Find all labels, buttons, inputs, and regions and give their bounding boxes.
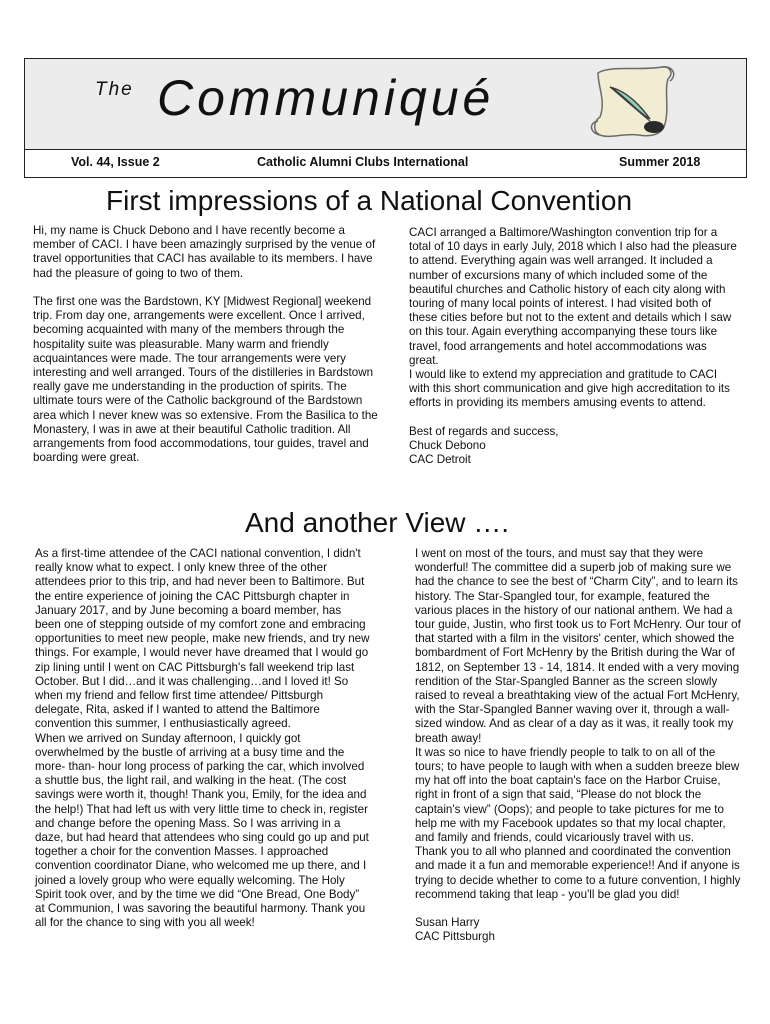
volume-issue: Vol. 44, Issue 2 (71, 155, 160, 169)
issue-season: Summer 2018 (619, 155, 701, 169)
masthead-the: The (95, 79, 134, 100)
scroll-quill-logo-icon (580, 61, 680, 147)
article2-column-right: I went on most of the tours, and must say that they were wonderful! The committee did a superb job of making sure we had the chance to see the best of “Charm City”, and to learn its history. The Star-Spangled tour, for example, featured the various places in the history of our national anthem. We had a tour guide, Justin, who first took us to Fort McHenry. Our tour of that started with a film in the visitors' center, which showed the bombardment of Fort McHenry by the British during the War of 1812, on September 13 - 14, 1814. It ended with a very moving rendition of the Star-Spangled Banner as the screen slowly raised to reveal a breathtaking view of the actual Fort McHenry, with the Star-Spangled Banner waving over it, through a wall-sized window. And as clear of a day as it was, it really took my breath away! It was so nice to have friendly people to talk to on all of the tours; to have people to laugh with when a sudden breeze blew my hat off into the boat captain's face on the Harbor Cruise, right in front of a sign that said, “Please do not block the captain's view” (Oops); and people to take pictures for me to help me with my Facebook updates so that my local chapter, and family and friends, could vicariously travel with us. Thank you to all who planned and coordinated the convention and made it a fun and memorable experience!! And if anyone is trying to decide whether to come to a future convention, I highly recommend taking that leap - you'll be glad you did! Susan Harry CAC Pittsburgh (415, 547, 741, 944)
organization-name: Catholic Alumni Clubs International (257, 155, 469, 169)
article2-headline: And another View …. (245, 507, 510, 538)
article1-column-left: Hi, my name is Chuck Debono and I have recently become a member of CACI. I have been amazingly surprised by the venue of travel opportunities that CACI has available to its members. I have had the pleasure of going to two of them. The first one was the Bardstown, KY [Midwest Regional] weekend trip. From day one, arrangements were excellent. Once I arrived, becoming acquainted with many of the members through the hospitality suite was pleasurable. Many warm and friendly acquaintances were made. The tour arrangements were very interesting and well arranged. Tours of the distilleries in Bardstown really gave me understanding in the production of spirits. The ultimate tours were of the Catholic background of the Bardstown area which I never knew was so extensive. From the Basilica to the Monastery, I was in awe at their beautiful Catholic tradition. All arrangements from food accommodations, tour guides, travel and boarding were great. (33, 224, 378, 465)
article1-column-right: CACI arranged a Baltimore/Washington convention trip for a total of 10 days in early July, 2018 which I also had the pleasure to attend. Everything again was well arranged. It included a number of excursions many of which included some of the beautiful churches and Catholic history of each city along with touring of many local points of interest. I had visited both of these cities before but not to the extent and details which I saw on this tour. Again everything accompanying these tours like travel, food arrangements and hotel accommodations was great. I would like to extend my appreciation and gratitude to CACI with this short communication and give high accreditation to its efforts in providing its members amusing events to attend. Best of regards and success, Chuck Debono CAC Detroit (409, 226, 737, 467)
issue-info-row (25, 155, 746, 175)
article2-column-left: As a first-time attendee of the CACI national convention, I didn't really know what to expect. I only knew three of the other attendees prior to this trip, and had never been to Baltimore. But the entire experience of joining the CAC Pittsburgh chapter in January 2017, and by June becoming a board member, has been one of stepping outside of my comfort zone and embracing opportunities to meet new people, make new friends, and try new things. For example, I would never have dreamed that I would go zip lining until I went on CAC Pittsburgh's fall weekend trip last October. But I did…and it was challenging…and I loved it! So when my friend and fellow first time attendee/ Pittsburgh delegate, Rita, asked if I wanted to attend the Baltimore convention this summer, I enthusiastically agreed. When we arrived on Sunday afternoon, I quickly got overwhelmed by the bustle of arriving at a busy time and the more- than- hour long process of parking the car, which involved a shuttle bus, the light rail, and walking in the heat. (The cost savings were worth it, though! Thank you, Emily, for the idea and the help!) That had left us with very little time to check in, register and change before the opening Mass. So I was arriving in a daze, but had heard that attendees who sing could go up and put together a choir for the convention Masses. I approached convention coordinator Diane, who welcomed me up there, and I joined a lovely group who were equally welcoming. The Holy Spirit took over, and by the time we did “One Bread, One Body” at Communion, I was savoring the beautiful harmony. Thank you all for the chance to sing with you all week! (35, 547, 370, 930)
masthead-title: Communiqué (157, 70, 495, 126)
masthead (24, 58, 747, 178)
masthead-banner (25, 59, 746, 150)
article1-headline: First impressions of a National Convention (106, 185, 633, 216)
